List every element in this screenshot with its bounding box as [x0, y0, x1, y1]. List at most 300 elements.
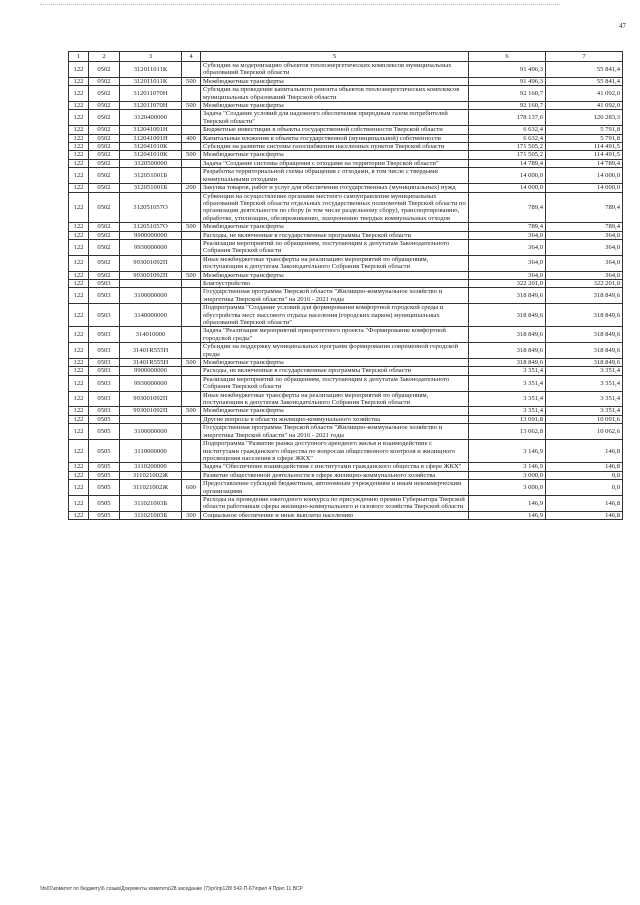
table-row [69, 77, 623, 85]
cell-amount-2021: 318 849,6 [546, 288, 623, 304]
cell-description: Межбюджетные трансферты [201, 223, 469, 231]
cell-description: Развитие общественной деятельности в сфере жилищно-коммунального хозяйства [201, 471, 469, 479]
cell-amount-2021: 146,8 [546, 495, 623, 511]
cell-kind [182, 86, 201, 102]
cell-kind [182, 231, 201, 239]
cell-amount-2020: 318 849,6 [469, 304, 546, 327]
table-row [69, 407, 623, 415]
cell-amount-2020: 92 160,7 [469, 102, 546, 110]
cell-section: 0502 [89, 255, 120, 271]
cell-target: 312041010К [120, 151, 182, 159]
cell-amount-2021: 0,0 [546, 480, 623, 496]
cell-admin: 122 [69, 134, 89, 142]
cell-amount-2020: 171 505,2 [469, 151, 546, 159]
cell-description: Социальное обеспечение и иные выплаты населению [201, 511, 469, 519]
cell-amount-2020: 13 062,8 [469, 424, 546, 440]
cell-admin: 122 [69, 279, 89, 287]
cell-amount-2020: 318 849,6 [469, 359, 546, 367]
cell-target: 3140000000 [120, 304, 182, 327]
cell-target: 3120500000 [120, 159, 182, 167]
cell-admin: 122 [69, 343, 89, 359]
cell-description: Государственная программа Тверской области "Жилищно-коммунальное хозяйство и энергетика Тверской области" на 2016 - 2021 годы [201, 424, 469, 440]
cell-amount-2020: 6 632,4 [469, 134, 546, 142]
header-cell: 5 [201, 52, 469, 62]
cell-target: 31401R555Н [120, 359, 182, 367]
cell-section: 0505 [89, 463, 120, 471]
cell-kind [182, 255, 201, 271]
cell-kind [182, 168, 201, 184]
header-cell: 4 [182, 52, 201, 62]
cell-admin: 122 [69, 463, 89, 471]
cell-admin: 122 [69, 223, 89, 231]
cell-target: 311021002Ж [120, 471, 182, 479]
cell-description: Межбюджетные трансферты [201, 102, 469, 110]
cell-kind: 500 [182, 223, 201, 231]
cell-kind [182, 367, 201, 375]
cell-amount-2020: 364,0 [469, 271, 546, 279]
cell-kind [182, 327, 201, 343]
table-row [69, 143, 623, 151]
cell-description: Субсидии на модернизацию объектов теплоэнергетических комплексов муниципальных образований Тверской области [201, 62, 469, 78]
cell-target: 3110000000 [120, 440, 182, 463]
footer-file-path: \\fs01\комитет по бюджету\6 созыв\Документы комитета\28 заседание (7)\рг\пр128\ 542-П-67\прил 4 Прил 11 ВСР [40, 886, 303, 892]
cell-amount-2020: 322 201,0 [469, 279, 546, 287]
cell-section: 0503 [89, 367, 120, 375]
cell-kind: 500 [182, 77, 201, 85]
cell-target: 312041001Н [120, 134, 182, 142]
cell-description: Расходы, не включенные в государственные программы Тверской области [201, 231, 469, 239]
table-row [69, 511, 623, 519]
cell-target: 993001092П [120, 255, 182, 271]
cell-amount-2020: 91 496,3 [469, 62, 546, 78]
cell-admin: 122 [69, 143, 89, 151]
cell-amount-2021: 146,8 [546, 511, 623, 519]
cell-admin: 122 [69, 440, 89, 463]
cell-admin: 122 [69, 407, 89, 415]
table-header-row [69, 52, 623, 62]
cell-amount-2021: 114 491,5 [546, 143, 623, 151]
cell-amount-2021: 3 351,4 [546, 407, 623, 415]
cell-amount-2021: 318 849,6 [546, 327, 623, 343]
cell-amount-2021: 146,8 [546, 440, 623, 463]
cell-section: 0503 [89, 343, 120, 359]
cell-target: 3110200000 [120, 463, 182, 471]
cell-amount-2020: 14 000,0 [469, 168, 546, 184]
scan-top-line [40, 4, 560, 6]
cell-admin: 122 [69, 471, 89, 479]
cell-description: Задача "Реализация мероприятий приоритетного проекта "Формирование комфортной городской среды" [201, 327, 469, 343]
cell-description: Межбюджетные трансферты [201, 359, 469, 367]
cell-kind [182, 391, 201, 407]
cell-description: Другие вопросы в области жилищно-коммунального хозяйства [201, 415, 469, 423]
cell-kind [182, 126, 201, 134]
cell-kind: 400 [182, 134, 201, 142]
cell-description: Субсидии на проведение капитального ремонта объектов теплоэнергетических комплексов муниципальных образований Тверской области [201, 86, 469, 102]
cell-kind: 300 [182, 511, 201, 519]
cell-section: 0503 [89, 288, 120, 304]
cell-admin: 122 [69, 110, 89, 126]
cell-admin: 122 [69, 391, 89, 407]
cell-target: 312051057О [120, 192, 182, 223]
table-row [69, 223, 623, 231]
cell-amount-2021: 789,4 [546, 192, 623, 223]
cell-section: 0503 [89, 327, 120, 343]
table-row [69, 86, 623, 102]
cell-amount-2021: 120 283,3 [546, 110, 623, 126]
cell-admin: 122 [69, 151, 89, 159]
cell-admin: 122 [69, 327, 89, 343]
cell-target: 993001092П [120, 391, 182, 407]
cell-amount-2021: 318 849,6 [546, 343, 623, 359]
cell-amount-2021: 14 000,0 [546, 184, 623, 192]
header-cell: 3 [120, 52, 182, 62]
cell-admin: 122 [69, 367, 89, 375]
cell-amount-2021: 318 849,6 [546, 359, 623, 367]
cell-amount-2020: 3 351,4 [469, 391, 546, 407]
cell-section: 0502 [89, 62, 120, 78]
cell-section: 0502 [89, 151, 120, 159]
cell-target: 993001092П [120, 407, 182, 415]
cell-target: 31401R555Н [120, 343, 182, 359]
budget-table [68, 51, 623, 520]
cell-target: 312051057О [120, 223, 182, 231]
cell-amount-2021: 5 791,8 [546, 134, 623, 142]
cell-description: Задача "Обеспечение взаимодействия с институтами гражданского общества в сфере ЖКХ" [201, 463, 469, 471]
table-row [69, 271, 623, 279]
cell-section: 0502 [89, 86, 120, 102]
cell-admin: 122 [69, 415, 89, 423]
cell-amount-2020: 364,0 [469, 231, 546, 239]
cell-target: 9930000000 [120, 375, 182, 391]
page-number: 47 [619, 22, 626, 30]
cell-description: Расходы на проведение ежегодного конкурса по присуждению премии Губернатора Тверской области работникам сферы жилищно-коммунального и газового хозяйства Тверской области [201, 495, 469, 511]
cell-description: Реализация мероприятий по обращениям, поступающим к депутатам Законодательного Собрания Тверской области [201, 239, 469, 255]
cell-kind: 500 [182, 407, 201, 415]
cell-admin: 122 [69, 288, 89, 304]
cell-admin: 122 [69, 168, 89, 184]
cell-section: 0502 [89, 102, 120, 110]
cell-section: 0502 [89, 239, 120, 255]
cell-target [120, 415, 182, 423]
table-row [69, 327, 623, 343]
cell-description: Иные межбюджетные трансферты на реализацию мероприятий по обращениям, поступающим к депутатам Законодательного Собрания Тверской области [201, 255, 469, 271]
cell-description: Межбюджетные трансферты [201, 407, 469, 415]
cell-kind [182, 279, 201, 287]
cell-amount-2020: 91 496,3 [469, 77, 546, 85]
table-row [69, 415, 623, 423]
cell-target: 311021002Ж [120, 480, 182, 496]
table-row [69, 480, 623, 496]
cell-section: 0502 [89, 184, 120, 192]
cell-kind [182, 192, 201, 223]
cell-section: 0505 [89, 480, 120, 496]
cell-amount-2020: 6 632,4 [469, 126, 546, 134]
cell-section: 0502 [89, 126, 120, 134]
cell-description: Субсидии на развитие системы газоснабжения населенных пунктов Тверской области [201, 143, 469, 151]
cell-target: 312051001Б [120, 184, 182, 192]
cell-target: 312011070Н [120, 102, 182, 110]
cell-amount-2021: 3 351,4 [546, 367, 623, 375]
cell-kind: 500 [182, 359, 201, 367]
cell-amount-2020: 14 000,0 [469, 184, 546, 192]
table-row [69, 391, 623, 407]
header-cell: 7 [546, 52, 623, 62]
cell-section: 0503 [89, 304, 120, 327]
cell-admin: 122 [69, 271, 89, 279]
table-row [69, 102, 623, 110]
header-cell: 6 [469, 52, 546, 62]
cell-admin: 122 [69, 424, 89, 440]
cell-amount-2021: 3 351,4 [546, 375, 623, 391]
table-row [69, 110, 623, 126]
cell-description: Подпрограмма "Развитие рынка доступного арендного жилья и взаимодействие с институтами гражданского общества по вопросам общественного контроля и жилищного просвещения населения в сфере ЖКХ" [201, 440, 469, 463]
cell-amount-2020: 92 160,7 [469, 86, 546, 102]
cell-kind: 500 [182, 151, 201, 159]
cell-description: Благоустройство [201, 279, 469, 287]
table-row [69, 126, 623, 134]
cell-admin: 122 [69, 159, 89, 167]
cell-target: 312041001Н [120, 126, 182, 134]
cell-amount-2021: 41 092,0 [546, 86, 623, 102]
cell-description: Подпрограмма "Создание условий для формирования комфортной городской среды и обустройства мест массового отдыха населения (городских парков) муниципальных образований Тверской области" [201, 304, 469, 327]
table-row [69, 367, 623, 375]
table-row [69, 471, 623, 479]
cell-admin: 122 [69, 62, 89, 78]
cell-section: 0505 [89, 471, 120, 479]
table-row [69, 424, 623, 440]
cell-target: 312041010К [120, 143, 182, 151]
cell-amount-2021: 55 841,4 [546, 77, 623, 85]
cell-admin: 122 [69, 304, 89, 327]
cell-admin: 122 [69, 86, 89, 102]
table-row [69, 440, 623, 463]
cell-amount-2021: 14 000,0 [546, 168, 623, 184]
cell-admin: 122 [69, 184, 89, 192]
cell-section: 0505 [89, 440, 120, 463]
header-cell: 2 [89, 52, 120, 62]
cell-kind [182, 159, 201, 167]
cell-section: 0503 [89, 359, 120, 367]
cell-amount-2021: 364,0 [546, 231, 623, 239]
cell-kind: 500 [182, 102, 201, 110]
cell-amount-2021: 318 849,6 [546, 304, 623, 327]
cell-target: 9900000000 [120, 231, 182, 239]
cell-section: 0503 [89, 279, 120, 287]
cell-amount-2020: 14 789,4 [469, 159, 546, 167]
cell-amount-2020: 146,9 [469, 495, 546, 511]
cell-kind [182, 440, 201, 463]
table-row [69, 231, 623, 239]
table-row [69, 279, 623, 287]
cell-description: Субвенции на осуществление органами местного самоуправления муниципальных образований Тверской области отдельных государственных полномочий Тверской области по организации деятельности по сбору (в том числе раздельному сбору), транспортированию, обработке, утилизации, обезвреживанию, захоронению твердых коммунальных отходов [201, 192, 469, 223]
cell-section: 0505 [89, 415, 120, 423]
cell-target: 3100000000 [120, 288, 182, 304]
cell-kind [182, 288, 201, 304]
cell-amount-2021: 10 091,6 [546, 415, 623, 423]
cell-amount-2021: 14 789,4 [546, 159, 623, 167]
cell-target: 312051001Б [120, 168, 182, 184]
cell-amount-2020: 3 000,0 [469, 480, 546, 496]
cell-amount-2020: 3 351,4 [469, 407, 546, 415]
cell-kind [182, 495, 201, 511]
cell-amount-2021: 114 491,5 [546, 151, 623, 159]
cell-amount-2021: 0,0 [546, 471, 623, 479]
cell-description: Задача "Создание условий для надежного обеспечения природным газом потребителей Тверской области" [201, 110, 469, 126]
table-row [69, 192, 623, 223]
cell-amount-2020: 3 146,9 [469, 440, 546, 463]
cell-kind: 500 [182, 271, 201, 279]
cell-target: 312011011К [120, 77, 182, 85]
cell-kind [182, 415, 201, 423]
cell-kind [182, 110, 201, 126]
cell-target: 993001092П [120, 271, 182, 279]
table-row [69, 255, 623, 271]
cell-kind: 200 [182, 184, 201, 192]
table-row [69, 151, 623, 159]
cell-kind [182, 143, 201, 151]
cell-description: Разработка территориальной схемы обращения с отходами, в том числе с твердыми коммунальными отходами [201, 168, 469, 184]
cell-admin: 122 [69, 375, 89, 391]
cell-admin: 122 [69, 511, 89, 519]
cell-amount-2021: 41 092,0 [546, 102, 623, 110]
cell-section: 0502 [89, 231, 120, 239]
cell-admin: 122 [69, 102, 89, 110]
cell-target: 9930000000 [120, 239, 182, 255]
cell-amount-2020: 318 849,6 [469, 288, 546, 304]
cell-amount-2021: 3 351,4 [546, 391, 623, 407]
cell-amount-2021: 322 201,0 [546, 279, 623, 287]
cell-description: Предоставление субсидий бюджетным, автономным учреждениям и иным некоммерческим организациям [201, 480, 469, 496]
cell-amount-2021: 364,0 [546, 271, 623, 279]
cell-kind [182, 463, 201, 471]
cell-amount-2020: 3 351,4 [469, 375, 546, 391]
cell-target: 9900000000 [120, 367, 182, 375]
cell-kind [182, 375, 201, 391]
cell-amount-2020: 789,4 [469, 223, 546, 231]
cell-target: 3120400000 [120, 110, 182, 126]
cell-amount-2020: 3 146,9 [469, 463, 546, 471]
cell-kind [182, 239, 201, 255]
cell-section: 0502 [89, 134, 120, 142]
table-row [69, 288, 623, 304]
cell-section: 0502 [89, 143, 120, 151]
table-row [69, 375, 623, 391]
table-row [69, 304, 623, 327]
cell-amount-2020: 3 351,4 [469, 367, 546, 375]
table-row [69, 495, 623, 511]
cell-amount-2020: 13 091,8 [469, 415, 546, 423]
cell-target: 312011011К [120, 62, 182, 78]
cell-admin: 122 [69, 231, 89, 239]
cell-section: 0503 [89, 375, 120, 391]
table-row [69, 359, 623, 367]
cell-description: Реализация мероприятий по обращениям, поступающим к депутатам Законодательного Собрания Тверской области [201, 375, 469, 391]
cell-section: 0502 [89, 223, 120, 231]
cell-section: 0505 [89, 511, 120, 519]
cell-kind [182, 343, 201, 359]
cell-amount-2021: 10 062,6 [546, 424, 623, 440]
cell-description: Межбюджетные трансферты [201, 151, 469, 159]
cell-section: 0503 [89, 391, 120, 407]
cell-description: Расходы, не включенные в государственные программы Тверской области [201, 367, 469, 375]
cell-section: 0503 [89, 407, 120, 415]
cell-section: 0505 [89, 424, 120, 440]
cell-description: Закупка товаров, работ и услуг для обеспечения государственных (муниципальных) нужд [201, 184, 469, 192]
cell-admin: 122 [69, 480, 89, 496]
cell-amount-2021: 5 791,8 [546, 126, 623, 134]
cell-target: 311021003Б [120, 495, 182, 511]
cell-admin: 122 [69, 239, 89, 255]
cell-description: Бюджетные инвестиции в объекты государственной собственности Тверской области [201, 126, 469, 134]
cell-target: 312011070Н [120, 86, 182, 102]
cell-kind [182, 424, 201, 440]
budget-table-body [69, 52, 623, 520]
table-row [69, 134, 623, 142]
cell-target: 314010000 [120, 327, 182, 343]
cell-admin: 122 [69, 77, 89, 85]
table-row [69, 184, 623, 192]
table-row [69, 168, 623, 184]
cell-amount-2020: 364,0 [469, 255, 546, 271]
cell-amount-2020: 318 849,6 [469, 327, 546, 343]
cell-section: 0505 [89, 495, 120, 511]
cell-section: 0502 [89, 192, 120, 223]
cell-kind [182, 471, 201, 479]
cell-admin: 122 [69, 359, 89, 367]
cell-amount-2021: 364,0 [546, 239, 623, 255]
cell-amount-2020: 146,9 [469, 511, 546, 519]
cell-target: 311021003Б [120, 511, 182, 519]
cell-amount-2021: 146,8 [546, 463, 623, 471]
cell-amount-2020: 364,0 [469, 239, 546, 255]
table-row [69, 159, 623, 167]
cell-kind [182, 62, 201, 78]
cell-amount-2020: 3 000,0 [469, 471, 546, 479]
cell-target [120, 279, 182, 287]
cell-admin: 122 [69, 126, 89, 134]
cell-kind [182, 304, 201, 327]
cell-admin: 122 [69, 192, 89, 223]
cell-section: 0502 [89, 159, 120, 167]
cell-description: Иные межбюджетные трансферты на реализацию мероприятий по обращениям, поступающим к депутатам Законодательного Собрания Тверской области [201, 391, 469, 407]
cell-kind: 600 [182, 480, 201, 496]
table-row [69, 343, 623, 359]
cell-section: 0502 [89, 168, 120, 184]
cell-section: 0502 [89, 110, 120, 126]
cell-amount-2021: 789,4 [546, 223, 623, 231]
cell-description: Капитальные вложения в объекты государственной (муниципальной) собственности [201, 134, 469, 142]
cell-section: 0502 [89, 271, 120, 279]
table-row [69, 239, 623, 255]
cell-amount-2020: 171 505,2 [469, 143, 546, 151]
cell-amount-2021: 55 841,4 [546, 62, 623, 78]
cell-admin: 122 [69, 495, 89, 511]
cell-description: Государственная программа Тверской области "Жилищно-коммунальное хозяйство и энергетика Тверской области" на 2016 - 2021 годы [201, 288, 469, 304]
header-cell: 1 [69, 52, 89, 62]
cell-amount-2020: 789,4 [469, 192, 546, 223]
cell-description: Межбюджетные трансферты [201, 271, 469, 279]
cell-section: 0502 [89, 77, 120, 85]
cell-description: Межбюджетные трансферты [201, 77, 469, 85]
table-row [69, 463, 623, 471]
cell-description: Задача "Создание системы обращения с отходами на территории Тверской области" [201, 159, 469, 167]
table-row [69, 62, 623, 78]
cell-description: Субсидии на поддержку муниципальных программ формирования современной городской среды [201, 343, 469, 359]
cell-target: 3100000000 [120, 424, 182, 440]
cell-admin: 122 [69, 255, 89, 271]
cell-amount-2021: 364,0 [546, 255, 623, 271]
cell-amount-2020: 178 137,6 [469, 110, 546, 126]
